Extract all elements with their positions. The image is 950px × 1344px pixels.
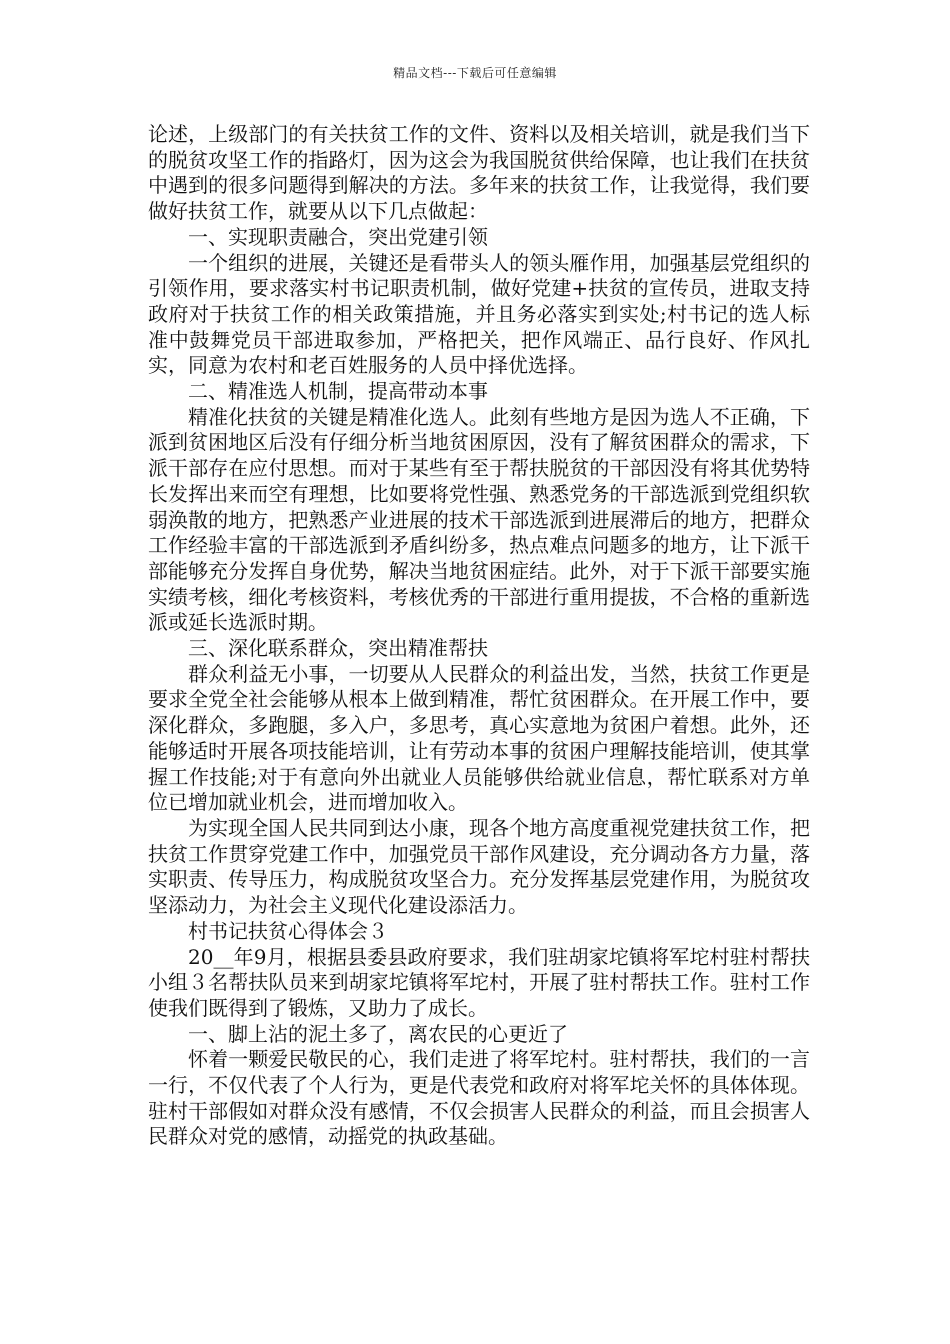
page-header: 精品文档---下载后可任意编辑	[393, 66, 557, 80]
section-heading: 三、深化联系群众，突出精准帮扶	[188, 636, 488, 661]
article-title: 村书记扶贫心得体会３	[188, 918, 388, 943]
paragraph: 精准化扶贫的关键是精准化选人。此刻有些地方是因为选人不正确，下派到贫困地区后没有仔细分析当地贫困原因，没有了解贫困群众的需求，下派干部存在应付思想。而对于某些有至于帮扶脱贫的干部因没有将其优势特长发挥出来而空有理想，比如要将党性强、熟悉党务的干部选派到党组织软弱涣散的地方，把熟悉产业进展的技术干部选派到进展滞后的地方，把群众工作经验丰富的干部选派到矛盾纠纷多，热点难点问题多的地方，让下派干部能够充分发挥自身优势，解决当地贫困症结。此外，对于下派干部要实施实绩考核，细化考核资料，考核优秀的干部进行重用提拔，不合格的重新选派或延长选派时期。	[148, 404, 810, 635]
section-heading: 一、脚上沾的泥土多了，离农民的心更近了	[188, 1021, 568, 1046]
paragraph: 怀着一颗爱民敬民的心，我们走进了将军坨村。驻村帮扶，我们的一言一行，不仅代表了个人行为，更是代表党和政府对将军坨关怀的具体体现。驻村干部假如对群众没有感情，不仅会损害人民群众的利益，而且会损害人民群众对党的感情，动摇党的执政基础。	[148, 1047, 810, 1149]
paragraph: 论述，上级部门的有关扶贫工作的文件、资料以及相关培训，就是我们当下的脱贫攻坚工作的指路灯，因为这会为我国脱贫供给保障，也让我们在扶贫中遇到的很多问题得到解决的方法。多年来的扶贫工作，让我觉得，我们要做好扶贫工作，就要从以下几点做起：	[148, 122, 810, 224]
paragraph: 一个组织的进展，关键还是看带头人的领头雁作用，加强基层党组织的引领作用，要求落实村书记职责机制，做好党建+扶贫的宣传员，进取支持政府对于扶贫工作的相关政策措施，并且务必落实到实处;村书记的选人标准中鼓舞党员干部进取参加，严格把关，把作风端正、品行良好、作风扎实，同意为农村和老百姓服务的人员中择优选择。	[148, 250, 810, 378]
paragraph: 20__年9月，根据县委县政府要求，我们驻胡家坨镇将军坨村驻村帮扶小组３名帮扶队员来到胡家坨镇将军坨村，开展了驻村帮扶工作。驻村工作使我们既得到了锻炼，又助力了成长。	[148, 944, 810, 1020]
section-heading: 一、实现职责融合，突出党建引领	[188, 224, 488, 249]
section-heading: 二、精准选人机制，提高带动本事	[188, 379, 488, 404]
document-body	[148, 122, 810, 1150]
paragraph: 群众利益无小事，一切要从人民群众的利益出发，当然，扶贫工作更是要求全党全社会能够从根本上做到精准，帮忙贫困群众。在开展工作中，要深化群众，多跑腿，多入户，多思考，真心实意地为贫困户着想。此外，还能够适时开展各项技能培训，让有劳动本事的贫困户理解技能培训，使其掌握工作技能;对于有意向外出就业人员能够供给就业信息，帮忙联系对方单位已增加就业机会，进而增加收入。	[148, 661, 810, 815]
paragraph: 为实现全国人民共同到达小康，现各个地方高度重视党建扶贫工作，把扶贫工作贯穿党建工作中，加强党员干部作风建设，充分调动各方力量，落实职责、传导压力，构成脱贫攻坚合力。充分发挥基层党建作用，为脱贫攻坚添动力，为社会主义现代化建设添活力。	[148, 815, 810, 918]
